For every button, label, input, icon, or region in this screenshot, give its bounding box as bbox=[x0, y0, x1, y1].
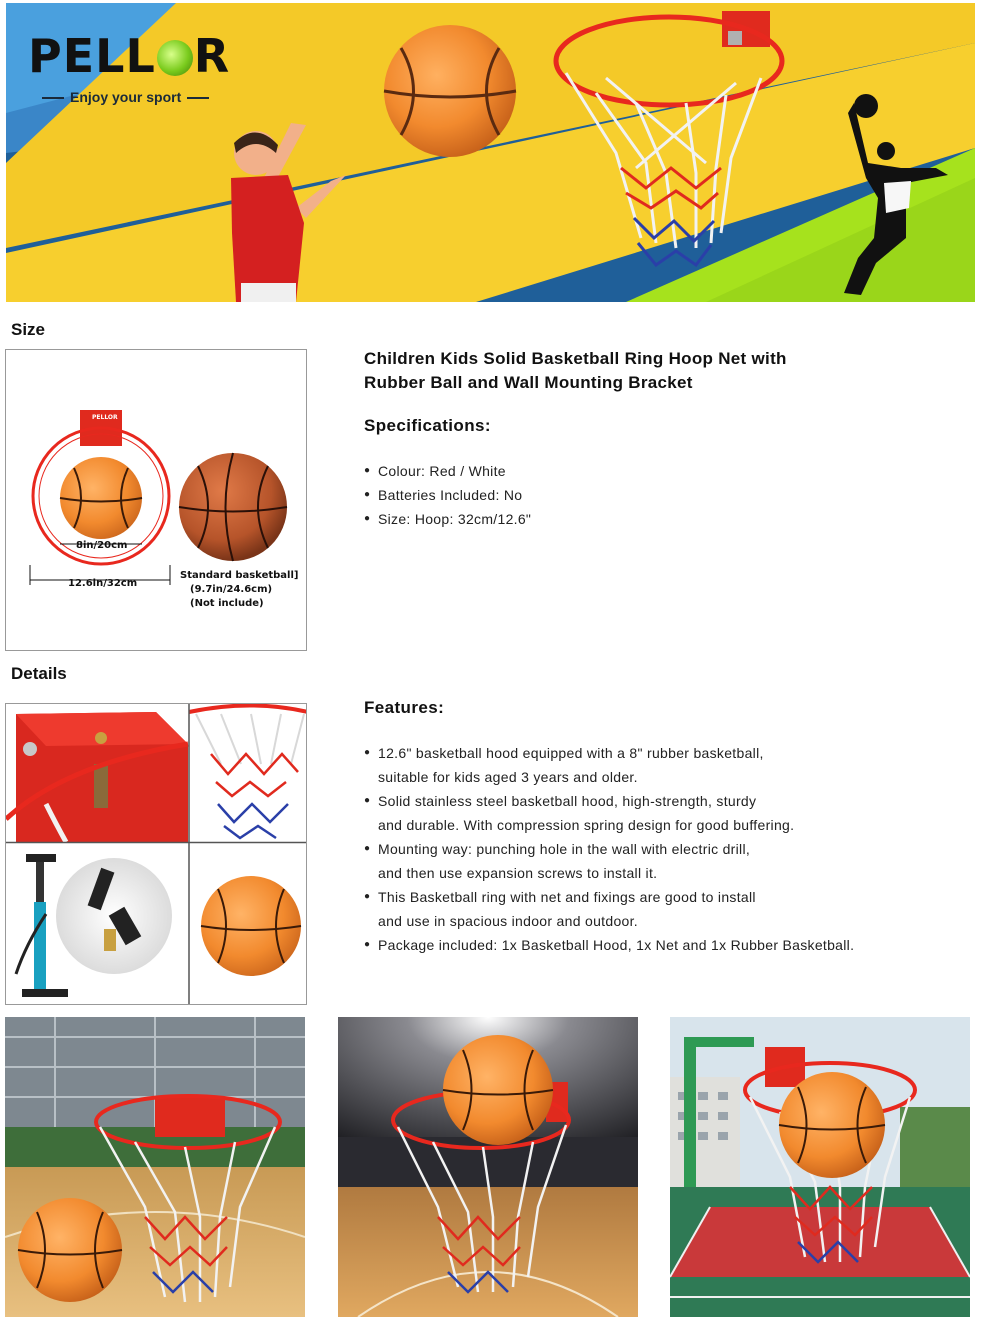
specifications-heading: Specifications: bbox=[364, 416, 491, 435]
feature-line: ● 12.6" basketball hood equipped with a 8" rubber basketball, bbox=[378, 745, 764, 761]
standard-ball-size: (9.7in/24.6cm) bbox=[190, 584, 273, 595]
photo-indoor-gym-graphic bbox=[5, 1017, 305, 1317]
photo-arena-graphic bbox=[338, 1017, 638, 1317]
product-title-line: Rubber Ball and Wall Mounting Bracket bbox=[364, 373, 693, 392]
feature-line: ● This Basketball ring with net and fixings are good to install bbox=[378, 889, 756, 905]
photo-indoor-gym bbox=[5, 1017, 305, 1317]
standard-ball-label: Standard basketball] bbox=[180, 570, 299, 581]
golf-ball-icon bbox=[157, 40, 193, 76]
features-list bbox=[364, 741, 854, 957]
feature-line: ● Solid stainless steel basketball hood, high-strength, sturdy bbox=[378, 793, 757, 809]
feature-line: and durable. With compression spring design for good buffering. bbox=[378, 817, 795, 833]
spec-item: ● Colour: Red / White bbox=[364, 459, 531, 483]
feature-item bbox=[364, 789, 854, 837]
details-grid bbox=[5, 703, 307, 1005]
feature-item bbox=[364, 837, 854, 885]
standard-ball-note: (Not include) bbox=[190, 598, 264, 609]
feature-line: and then use expansion screws to install it. bbox=[378, 865, 658, 881]
feature-line: suitable for kids aged 3 years and older. bbox=[378, 769, 638, 785]
details-grid-graphic bbox=[6, 704, 307, 1005]
hoop-size-label: 12.6in/32cm bbox=[68, 578, 138, 589]
details-section-heading: Details bbox=[11, 664, 67, 683]
feature-line: ● Package included: 1x Basketball Hood, 1x Net and 1x Rubber Basketball. bbox=[378, 937, 855, 953]
brand-tagline bbox=[36, 89, 215, 105]
hero-banner bbox=[6, 3, 975, 302]
brand-logo-left: PELL bbox=[28, 29, 156, 83]
brand-logo-right: R bbox=[193, 29, 231, 83]
product-title bbox=[364, 347, 884, 395]
photo-outdoor-court bbox=[670, 1017, 970, 1317]
features-heading: Features: bbox=[364, 698, 445, 717]
spec-item: ● Size: Hoop: 32cm/12.6" bbox=[364, 507, 531, 531]
banner-ball bbox=[384, 25, 516, 157]
brand-logo bbox=[28, 29, 230, 83]
photo-arena bbox=[338, 1017, 638, 1317]
feature-item bbox=[364, 885, 854, 933]
divider bbox=[42, 97, 64, 99]
size-section-heading: Size bbox=[11, 320, 46, 339]
divider bbox=[187, 97, 209, 99]
ball-size-label: 8in/20cm bbox=[76, 540, 128, 551]
specifications-list bbox=[364, 459, 531, 531]
feature-item bbox=[364, 741, 854, 789]
bracket-logo: PELLOR bbox=[92, 414, 118, 421]
feature-line: ● Mounting way: punching hole in the wall with electric drill, bbox=[378, 841, 751, 857]
size-diagram bbox=[5, 349, 307, 651]
spec-item: ● Batteries Included: No bbox=[364, 483, 531, 507]
tagline-text: Enjoy your sport bbox=[70, 89, 182, 105]
feature-item bbox=[364, 933, 854, 957]
feature-line: and use in spacious indoor and outdoor. bbox=[378, 913, 638, 929]
product-title-line: Children Kids Solid Basketball Ring Hoop Net with bbox=[364, 349, 787, 368]
photo-outdoor-court-graphic bbox=[670, 1017, 970, 1317]
